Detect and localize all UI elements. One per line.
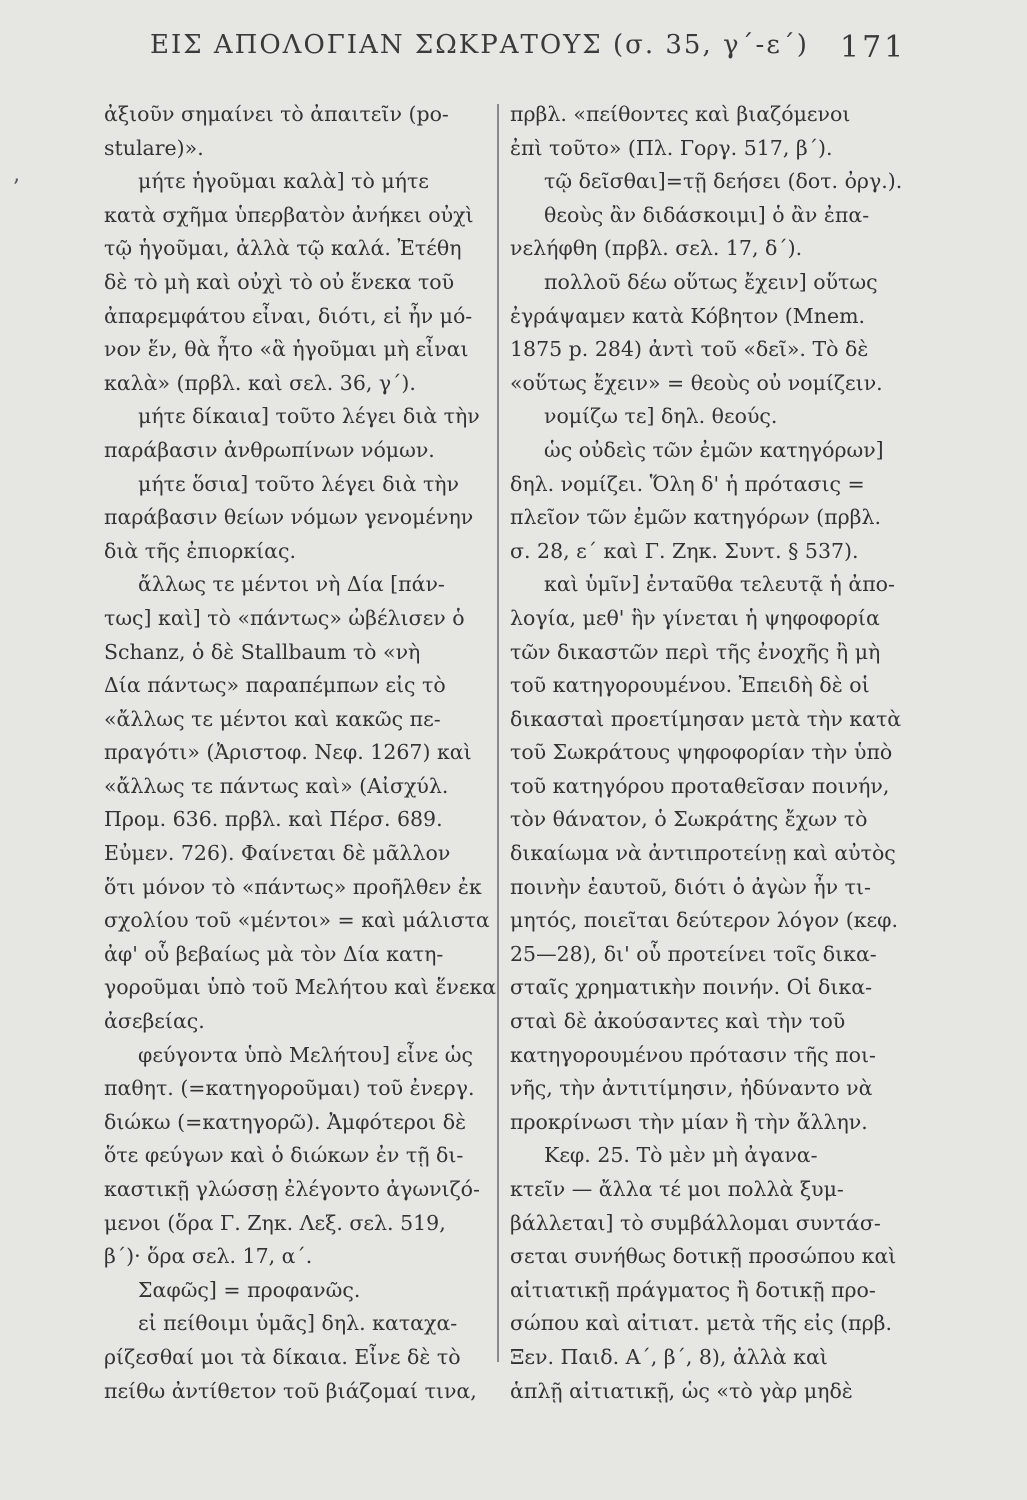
column-divider (497, 104, 499, 1362)
text-line: προκρίνωσι τὴν μίαν ἢ τὴν ἄλλην. (510, 1109, 868, 1134)
text-line: ρίζεσθαί μοι τὰ δίκαια. Εἶνε δὲ τὸ (104, 1344, 461, 1369)
text-line: διὰ τῆς ἐπιορκίας. (104, 538, 296, 563)
text-line: «ἄλλως τε πάντως καὶ» (Αἰσχύλ. (104, 773, 449, 798)
text-line: δὲ τὸ μὴ καὶ οὐχὶ τὸ οὐ ἕνεκα τοῦ (104, 269, 455, 294)
text-line: φεύγοντα ὑπὸ Μελήτου] εἶνε ὡς (138, 1042, 473, 1067)
text-line: ὅτε φεύγων καὶ ὁ διώκων ἐν τῇ δι- (104, 1143, 464, 1168)
text-line: μενοι (ὅρα Γ. Ζηκ. Λεξ. σελ. 519, (104, 1210, 446, 1235)
page-number: 171 (840, 30, 907, 65)
text-line: θεοὺς ἂν διδάσκοιμι] ὁ ἂν ἐπα- (544, 202, 870, 227)
text-line: νομίζω τε] δηλ. θεούς. (544, 404, 778, 429)
text-line: πολλοῦ δέω οὕτως ἔχειν] οὕτως (544, 269, 878, 294)
text-line: τοῦ κατηγόρου προταθεῖσαν ποινήν, (510, 773, 890, 798)
text-line: β΄)· ὅρα σελ. 17, α΄. (104, 1244, 313, 1269)
text-line: καὶ ὑμῖν] ἐνταῦθα τελευτᾷ ἡ ἀπο- (544, 572, 895, 597)
text-line: νον ἕν, θὰ ἦτο «ἃ ἡγοῦμαι μὴ εἶναι (104, 337, 469, 362)
text-line: ἀξιοῦν σημαίνει τὸ ἀπαιτεῖν (po- (104, 102, 449, 126)
text-line: σ. 28, ε΄ καὶ Γ. Ζηκ. Συντ. § 537). (510, 538, 859, 563)
text-line: μήτε δίκαια] τοῦτο λέγει διὰ τὴν (138, 404, 480, 429)
text-line: κτεῖν — ἄλλα τέ μοι πολλὰ ξυμ- (510, 1177, 844, 1201)
text-line: πραγότι» (Ἀριστοφ. Νεφ. 1267) καὶ (104, 740, 472, 765)
text-line: σταὶ δὲ ἀκούσαντες καὶ τὴν τοῦ (510, 1009, 846, 1034)
text-line: ἁπλῇ αἰτιατικῇ, ὡς «τὸ γὰρ μηδὲ (510, 1378, 853, 1403)
text-line: βάλλεται] τὸ συμβάλλομαι συντάσ- (510, 1210, 881, 1235)
text-line: νελήφθη (πρβλ. σελ. 17, δ΄). (510, 236, 803, 261)
text-line: ἀφ' οὗ βεβαίως μὰ τὸν Δία κατη- (104, 941, 444, 966)
text-line: σχολίου τοῦ «μέντοι» = καὶ μάλιστα (104, 908, 490, 933)
text-line: ἀπαρεμφάτου εἶναι, διότι, εἰ ἦν μό- (104, 303, 473, 328)
text-line: τῶν δικαστῶν περὶ τῆς ἐνοχῆς ἢ μὴ (510, 639, 881, 664)
text-line: Προμ. 636. πρβλ. καὶ Πέρσ. 689. (104, 807, 443, 832)
text-line: τῷ δεῖσθαι]=τῇ δεήσει (δοτ. ὀργ.). (544, 169, 903, 194)
text-line: πείθω ἀντίθετον τοῦ βιάζομαί τινα, (104, 1378, 477, 1403)
text-line: λογία, μεθ' ἣν γίνεται ἡ ψηφοφορία (510, 605, 880, 630)
text-line: τοῦ κατηγορουμένου. Ἐπειδὴ δὲ οἱ (510, 673, 870, 698)
text-line: Schanz, ὁ δὲ Stallbaum τὸ «νὴ (104, 639, 421, 664)
text-line: καστικῇ γλώσσῃ ἐλέγοντο ἀγωνιζό- (104, 1177, 480, 1201)
text-line: σώπου καὶ αἰτιατ. μετὰ τῆς εἰς (πρβ. (510, 1311, 893, 1336)
text-line: παράβασιν ἀνθρωπίνων νόμων. (104, 437, 435, 462)
text-line: ἐπὶ τοῦτο» (Πλ. Γοργ. 517, β΄). (510, 135, 833, 160)
left-column (104, 98, 497, 1408)
text-line: ποινὴν ἑαυτοῦ, διότι ὁ ἀγὼν ἦν τι- (510, 874, 871, 899)
text-line: αἰτιατικῇ πράγματος ἢ δοτικῇ προ- (510, 1277, 876, 1302)
running-header (150, 30, 910, 65)
text-line: δηλ. νομίζει. Ὅλη δ' ἡ πρότασις = (510, 471, 865, 496)
text-line: Κεφ. 25. Τὸ μὲν μὴ ἀγανα- (544, 1143, 818, 1168)
text-line: «οὕτως ἔχειν» = θεοὺς οὐ νομίζειν. (510, 370, 883, 395)
text-line: «ἄλλως τε μέντοι καὶ κακῶς πε- (104, 706, 441, 731)
text-line: τοῦ Σωκράτους ψηφοφορίαν τὴν ὑπὸ (510, 740, 893, 765)
text-line: δικασταὶ προετίμησαν μετὰ τὴν κατὰ (510, 706, 902, 731)
margin-mark: ʼ (12, 176, 19, 201)
text-line: νῆς, τὴν ἀντιτίμησιν, ἠδύναντο νὰ (510, 1076, 873, 1101)
text-line: Σαφῶς] = προφανῶς. (138, 1277, 361, 1302)
text-line: μήτε ὅσια] τοῦτο λέγει διὰ τὴν (138, 471, 460, 496)
text-line: Ξεν. Παιδ. Α΄, β΄, 8), ἀλλὰ καὶ (510, 1344, 828, 1369)
text-line: ἀσεβείας. (104, 1009, 205, 1034)
text-line: ἐγράψαμεν κατὰ Κόβητον (Mnem. (510, 303, 866, 328)
text-line: τως] καὶ] τὸ «πάντως» ὠβέλισεν ὁ (104, 605, 465, 630)
text-line: σεται συνήθως δοτικῇ προσώπου καὶ (510, 1244, 897, 1269)
text-line: ἄλλως τε μέντοι νὴ Δία [πάν- (138, 572, 445, 597)
text-line: μητός, ποιεῖται δεύτερον λόγον (κεφ. (510, 908, 899, 933)
text-line: Εὐμεν. 726). Φαίνεται δὲ μᾶλλον (104, 841, 451, 866)
text-line: διώκω (=κατηγορῶ). Ἀμφότεροι δὲ (104, 1109, 467, 1134)
text-line: πρβλ. «πείθοντες καὶ βιαζόμενοι (510, 102, 851, 126)
text-line: ὡς οὐδεὶς τῶν ἐμῶν κατηγόρων] (544, 437, 884, 462)
text-line: καλὰ» (πρβλ. καὶ σελ. 36, γ΄). (104, 370, 416, 395)
text-line: κατηγορουμένου πρότασιν τῆς ποι- (510, 1042, 876, 1067)
text-line: πλεῖον τῶν ἐμῶν κατηγόρων (πρβλ. (510, 505, 882, 530)
text-line: 25—28), δι' οὗ προτείνει τοῖς δικα- (510, 941, 877, 966)
text-line: γοροῦμαι ὑπὸ τοῦ Μελήτου καὶ ἕνεκα (104, 975, 497, 1000)
text-line: κατὰ σχῆμα ὑπερβατὸν ἀνήκει οὐχὶ (104, 202, 474, 227)
text-line: σταῖς χρηματικὴν ποινήν. Οἱ δικα- (510, 975, 873, 1000)
text-line: μήτε ἡγοῦμαι καλὰ] τὸ μήτε (138, 169, 429, 194)
text-line: παθητ. (=κατηγοροῦμαι) τοῦ ἐνεργ. (104, 1076, 475, 1101)
text-line: ὅτι μόνον τὸ «πάντως» προῆλθεν ἐκ (104, 874, 482, 899)
text-line: τὸν θάνατον, ὁ Σωκράτης ἔχων τὸ (510, 807, 868, 832)
text-line: 1875 p. 284) ἀντὶ τοῦ «δεῖ». Τὸ δὲ (510, 337, 869, 362)
text-line: Δία πάντως» παραπέμπων εἰς τὸ (104, 673, 446, 698)
text-line: εἰ πείθοιμι ὑμᾶς] δηλ. καταχα- (138, 1311, 458, 1336)
text-line: παράβασιν θείων νόμων γενομένην (104, 505, 474, 530)
header-title: ΕΙΣ ΑΠΟΛΟΓΙΑΝ ΣΩΚΡΑΤΟΥΣ (σ. 35, γ΄-ε΄) (150, 30, 809, 60)
text-line: τῷ ἡγοῦμαι, ἀλλὰ τῷ καλά. Ἐτέθη (104, 236, 462, 261)
text-line: δικαίωμα νὰ ἀντιπροτείνῃ καὶ αὐτὸς (510, 841, 896, 866)
right-column (510, 98, 910, 1408)
text-line: stulare)». (104, 135, 204, 160)
